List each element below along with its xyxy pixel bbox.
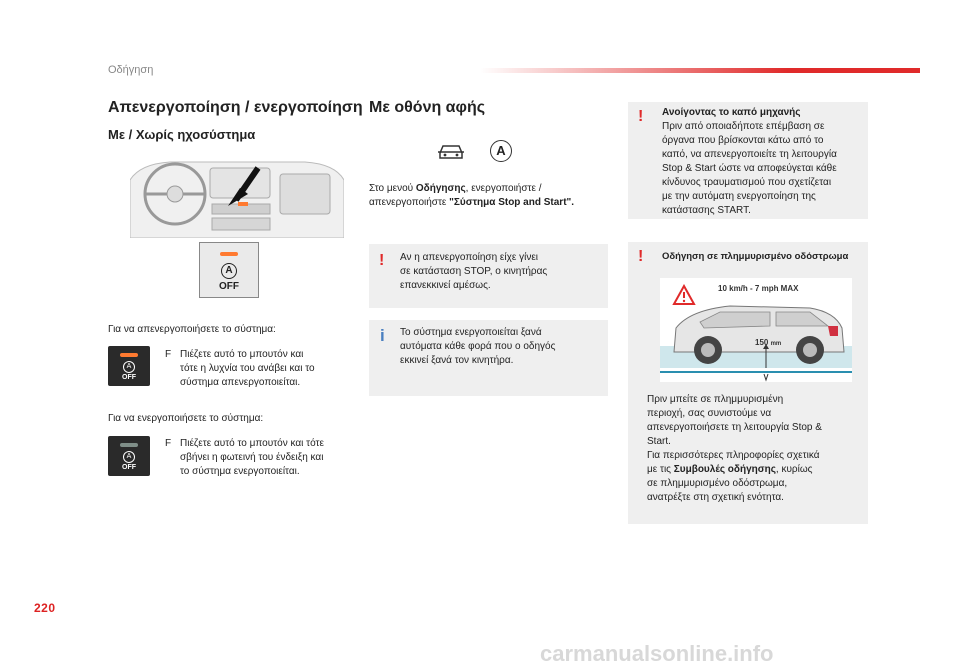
auto-icon: A [123, 361, 135, 373]
flood-line-3: απενεργοποιήσετε τη λειτουργία Stop & [647, 422, 822, 433]
flood-line-1: Πριν μπείτε σε πλημμυρισμένη [647, 394, 784, 405]
flood-warning-box [628, 242, 868, 524]
watermark: carmanualsonline.info [540, 641, 774, 666]
activate-step-line-2: σβήνει η φωτεινή του ένδειξη και [180, 452, 324, 463]
bonnet-line-6: με την αυτόματη ενεργοποίηση της [662, 191, 816, 202]
off-button-off-state [108, 436, 150, 476]
dashboard-illustration [130, 160, 344, 238]
bullet-marker: F [165, 349, 172, 360]
bonnet-line-7: κατάστασης START. [662, 205, 751, 216]
deactivate-step-line-2: τότε η λυχνία του ανάβει και το [180, 363, 315, 374]
warning-line-1: Αν η απενεργοποίηση είχε γίνει [400, 252, 538, 263]
warning-icon: ! [638, 248, 644, 265]
activate-intro: Για να ενεργοποιήσετε το σύστημα: [108, 413, 264, 424]
stop-start-icon: A [490, 140, 512, 162]
button-label: OFF [122, 374, 136, 381]
indicator-led [220, 252, 238, 256]
flood-illustration [660, 278, 852, 382]
page-number: 220 [34, 601, 56, 615]
auto-icon: A [221, 263, 237, 279]
off-button-large [199, 242, 259, 298]
menu-instruction-line-1: Στο μενού Οδήγησης, ενεργοποιήστε / [369, 183, 542, 194]
flood-line-6: με τις Συμβουλές οδήγησης, κυρίως [647, 464, 813, 475]
bonnet-title: Ανοίγοντας το καπό μηχανής [662, 107, 801, 118]
indicator-led-on [120, 353, 138, 357]
warning-icon: ! [638, 108, 644, 125]
car-icon [436, 142, 466, 162]
bullet-marker: F [165, 438, 172, 449]
page-title: Απενεργοποίηση / ενεργοποίηση [108, 99, 363, 116]
info-line-1: Το σύστημα ενεργοποιείται ξανά [400, 327, 542, 338]
section-label: Οδήγηση [108, 64, 154, 76]
warning-icon: ! [379, 252, 385, 269]
flood-line-2: περιοχή, σας συνιστούμε να [647, 408, 772, 419]
bonnet-line-5: κίνδυνος τραυματισμού που σχετίζεται [662, 177, 832, 188]
section-subtitle: Με / Χωρίς ηχοσύστημα [108, 127, 256, 142]
flood-line-7: σε πλημμυρισμένο οδόστρωμα, [647, 478, 788, 489]
water-depth-label: 150 mm [755, 338, 782, 347]
bonnet-line-3: καπό, να απενεργοποιείτε τη λειτουργία [662, 149, 837, 160]
deactivate-intro: Για να απενεργοποιήσετε το σύστημα: [108, 324, 276, 335]
info-icon: i [380, 326, 385, 345]
bonnet-line-1: Πριν από οποιαδήποτε επέμβαση σε [662, 121, 825, 132]
flood-line-5: Για περισσότερες πληροφορίες σχετικά [647, 450, 820, 461]
menu-instruction-line-2: απενεργοποιήστε "Σύστημα Stop and Start". [369, 197, 575, 208]
flood-line-4: Start. [647, 436, 671, 447]
warning-line-3: επανεκκινεί αμέσως. [400, 280, 491, 291]
restart-warning-box [369, 244, 608, 308]
header-accent-bar [480, 68, 920, 73]
speed-limit-label: 10 km/h - 7 mph MAX [718, 284, 799, 293]
button-label: OFF [219, 281, 239, 292]
touchscreen-title: Με οθόνη αφής [369, 99, 486, 116]
off-button-on-state [108, 346, 150, 386]
indicator-led-off [120, 443, 138, 447]
bonnet-line-2: όργανα που βρίσκονται κάτω από το [662, 135, 824, 146]
deactivate-step-line-3: σύστημα απενεργοποιείται. [180, 377, 301, 388]
flood-title: Οδήγηση σε πλημμυρισμένο οδόστρωμα [662, 251, 849, 262]
activate-step-line-1: Πιέζετε αυτό το μπουτόν και τότε [180, 438, 324, 449]
bonnet-line-4: Stop & Start ώστε να αποφεύγεται κάθε [662, 163, 837, 174]
auto-icon: A [123, 451, 135, 463]
deactivate-step-line-1: Πιέζετε αυτό το μπουτόν και [180, 349, 304, 360]
activate-step-line-3: το σύστημα ενεργοποιείται. [180, 466, 300, 477]
flood-line-8: ανατρέξτε στη σχετική ενότητα. [647, 492, 784, 503]
warning-line-2: σε κατάσταση STOP, ο κινητήρας [400, 266, 548, 277]
bonnet-warning-box [628, 102, 868, 219]
reactivation-info-box [369, 320, 608, 396]
button-label: OFF [122, 464, 136, 471]
info-line-3: εκκινεί ξανά τον κινητήρα. [400, 355, 514, 366]
info-line-2: αυτόματα κάθε φορά που ο οδηγός [400, 341, 556, 352]
